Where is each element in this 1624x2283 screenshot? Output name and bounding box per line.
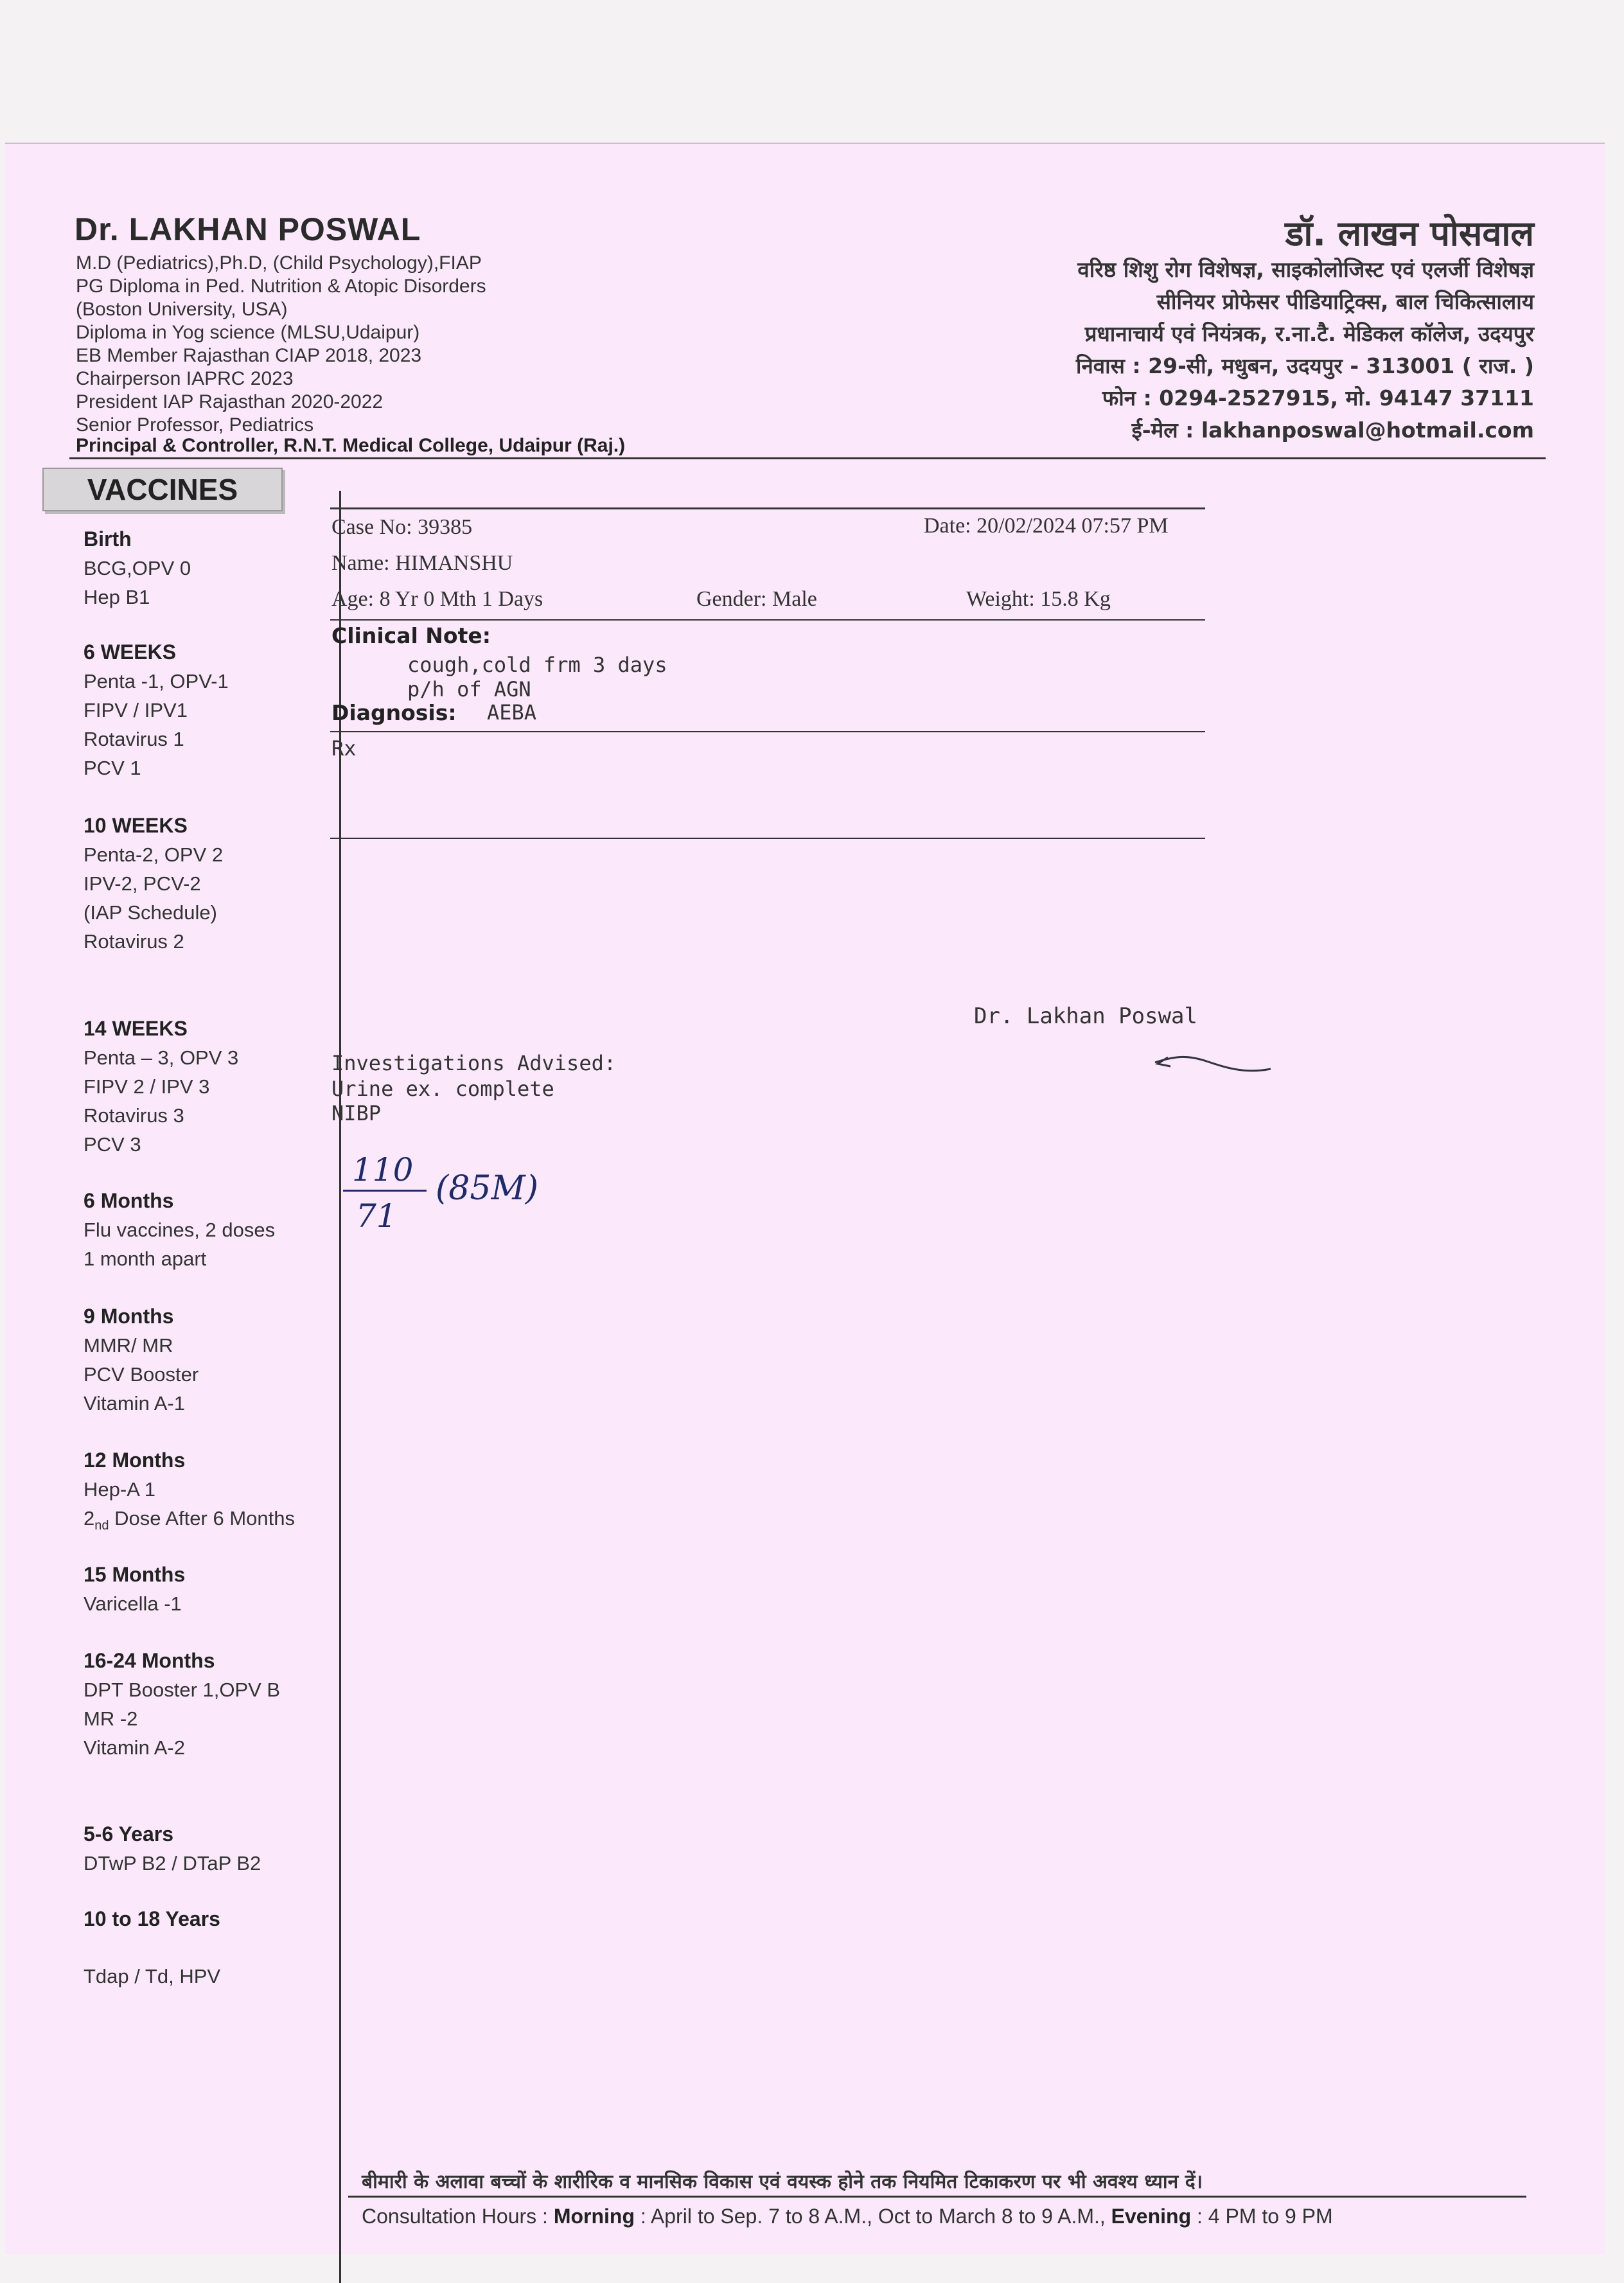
vaccine-item: Rotavirus 2 [84,930,184,953]
vaccine-item: Tdap / Td, HPV [84,1965,221,1988]
diagnosis-rule [330,731,1205,732]
vaccine-item: Hep B1 [84,586,150,608]
hindi-line: सीनियर प्रोफेसर पीडियाट्रिक्स, बाल चिकित्सालाय [1156,289,1534,314]
vaccine-group-heading: 9 Months [84,1305,174,1328]
patient-weight: Weight: 15.8 Kg [966,587,1111,611]
vaccine-item: MMR/ MR [84,1334,173,1357]
vaccine-group-heading: 14 WEEKS [84,1017,188,1040]
case-number: Case No: 39385 [331,515,473,539]
diagnosis-value: AEBA [487,700,537,725]
consultation-hours: Consultation Hours : Morning : April to Sep. 7 to 8 A.M., Oct to March 8 to 9 A.M., Evening : 4 PM to 9 PM [362,2205,1333,2228]
case-info-rule [330,619,1205,621]
clinical-note-line: p/h of AGN [407,677,531,701]
vaccine-item: Penta-2, OPV 2 [84,843,224,866]
vaccine-item: PCV 3 [84,1133,141,1156]
credential-line: M.D (Pediatrics),Ph.D, (Child Psychology),FIAP [76,252,482,274]
bp-fraction-line [343,1190,427,1192]
doctor-title: Principal & Controller, R.N.T. Medical College, Udaipur (Raj.) [76,435,626,456]
vaccine-item: Flu vaccines, 2 doses [84,1219,276,1241]
vaccine-group-heading: 15 Months [84,1563,186,1586]
vaccine-item: DTwP B2 / DTaP B2 [84,1852,261,1874]
doctor-signature-name: Dr. Lakhan Poswal [974,1003,1197,1029]
vaccine-group-heading: 6 WEEKS [84,640,177,664]
vaccine-group-heading: 16-24 Months [84,1649,215,1672]
vaccine-group-14-weeks [84,1014,238,1159]
rx-label: Rx [331,736,357,761]
vaccine-item: Rotavirus 3 [84,1104,184,1127]
vaccine-group-tdap [84,1962,220,1991]
clinical-note-label: Clinical Note: [331,623,491,648]
vaccine-group-birth [84,524,191,612]
vaccine-group-heading: 10 WEEKS [84,814,188,837]
vaccine-item: Rotavirus 1 [84,728,184,750]
credential-line: Senior Professor, Pediatrics [76,414,314,436]
clinical-note-line: cough,cold frm 3 days [407,653,667,677]
vaccine-item: FIPV / IPV1 [84,699,188,721]
doctor-name: Dr. LAKHAN POSWAL [75,211,421,247]
hindi-line: वरिष्ठ शिशु रोग विशेषज्ञ, साइकोलोजिस्ट एवं एलर्जी विशेषज्ञ [1077,257,1534,282]
vaccine-group-heading: 5-6 Years [84,1822,173,1846]
vaccine-group-12-months [84,1445,295,1533]
case-top-rule [330,507,1205,509]
rx-rule [330,838,1205,839]
investigations-label: Investigations Advised: [331,1051,617,1075]
hindi-line: प्रधानाचार्य एवं नियंत्रक, र.ना.टै. मेडिकल कॉलेज, उदयपुर [1084,321,1534,346]
prescription-sheet [5,143,1605,2254]
vaccine-item: BCG,OPV 0 [84,557,191,579]
vaccine-item: Penta -1, OPV-1 [84,670,229,692]
vaccine-item: Penta – 3, OPV 3 [84,1046,239,1069]
case-date: Date: 20/02/2024 07:57 PM [924,514,1169,538]
credential-line: Diploma in Yog science (MLSU,Udaipur) [76,322,420,343]
vaccine-item: (IAP Schedule) [84,901,217,924]
bp-systolic: 110 [352,1151,414,1188]
bp-diastolic: 71 [356,1197,397,1235]
credential-line: PG Diploma in Ped. Nutrition & Atopic Disorders [76,276,486,297]
vaccine-group-6-weeks [84,637,229,782]
vaccine-item: Varicella -1 [84,1592,182,1615]
vaccine-group-10-18-years [84,1904,220,1934]
handwritten-bp-note [339,1146,583,1249]
vaccine-group-heading: 12 Months [84,1449,186,1472]
credential-line: EB Member Rajasthan CIAP 2018, 2023 [76,345,422,366]
signature-mark [1149,1043,1277,1082]
patient-gender: Gender: Male [696,587,817,611]
hindi-phone: फोन : 0294-2527915, मो. 94147 37111 [1102,385,1534,410]
doctor-name-hindi: डॉ. लाखन पोसवाल [1285,213,1534,254]
bp-note: (85M) [436,1169,538,1208]
vaccine-group-6-months [84,1186,275,1273]
credential-line: Chairperson IAPRC 2023 [76,368,294,389]
footer-rule [348,2196,1526,2198]
credential-line: (Boston University, USA) [76,299,288,320]
vaccine-group-15-months [84,1560,185,1618]
vaccine-group-9-months [84,1301,199,1418]
vaccine-item: FIPV 2 / IPV 3 [84,1075,210,1098]
vaccines-title: VACCINES [42,468,283,511]
vaccine-item: DPT Booster 1,OPV B [84,1679,281,1701]
vaccine-item: Vitamin A-2 [84,1736,185,1759]
vaccine-group-heading: 6 Months [84,1189,174,1212]
credential-line: President IAP Rajasthan 2020-2022 [76,391,384,412]
patient-age: Age: 8 Yr 0 Mth 1 Days [331,587,543,611]
vaccine-item: Vitamin A-1 [84,1392,185,1415]
vaccine-item: MR -2 [84,1707,138,1730]
vaccine-group-16-24-months [84,1646,280,1762]
patient-name: Name: HIMANSHU [331,551,513,575]
vaccine-item: PCV 1 [84,757,141,779]
footer-hindi-note: बीमारी के अलावा बच्चों के शारीरिक व मानसिक विकास एवं वयस्क होने तक नियमित टिकाकरण पर भी अवश्य ध्यान दें। [362,2171,1203,2193]
vaccine-item: $2_{nd}$ Dose After 6 Months [84,1507,295,1533]
vaccine-item: 1 month apart [84,1247,207,1270]
vaccine-group-10-weeks [84,811,223,956]
diagnosis-label: Diagnosis: [331,700,457,725]
vaccine-item: Hep-A 1 [84,1478,156,1501]
vaccine-item: PCV Booster [84,1363,199,1386]
vaccine-group-heading: 10 to 18 Years [84,1907,220,1930]
hindi-address: निवास : 29-सी, मधुबन, उदयपुर - 313001 ( राज. ) [1075,353,1534,378]
investigation-item: NIBP [331,1101,382,1125]
vaccine-group-heading: Birth [84,527,132,551]
vaccine-item: IPV-2, PCV-2 [84,872,201,895]
investigation-item: Urine ex. complete [331,1077,554,1101]
hindi-email: ई-मेल : lakhanposwal@hotmail.com [1131,418,1534,443]
header-divider [69,457,1546,459]
vaccine-group-5-6-years [84,1819,261,1878]
